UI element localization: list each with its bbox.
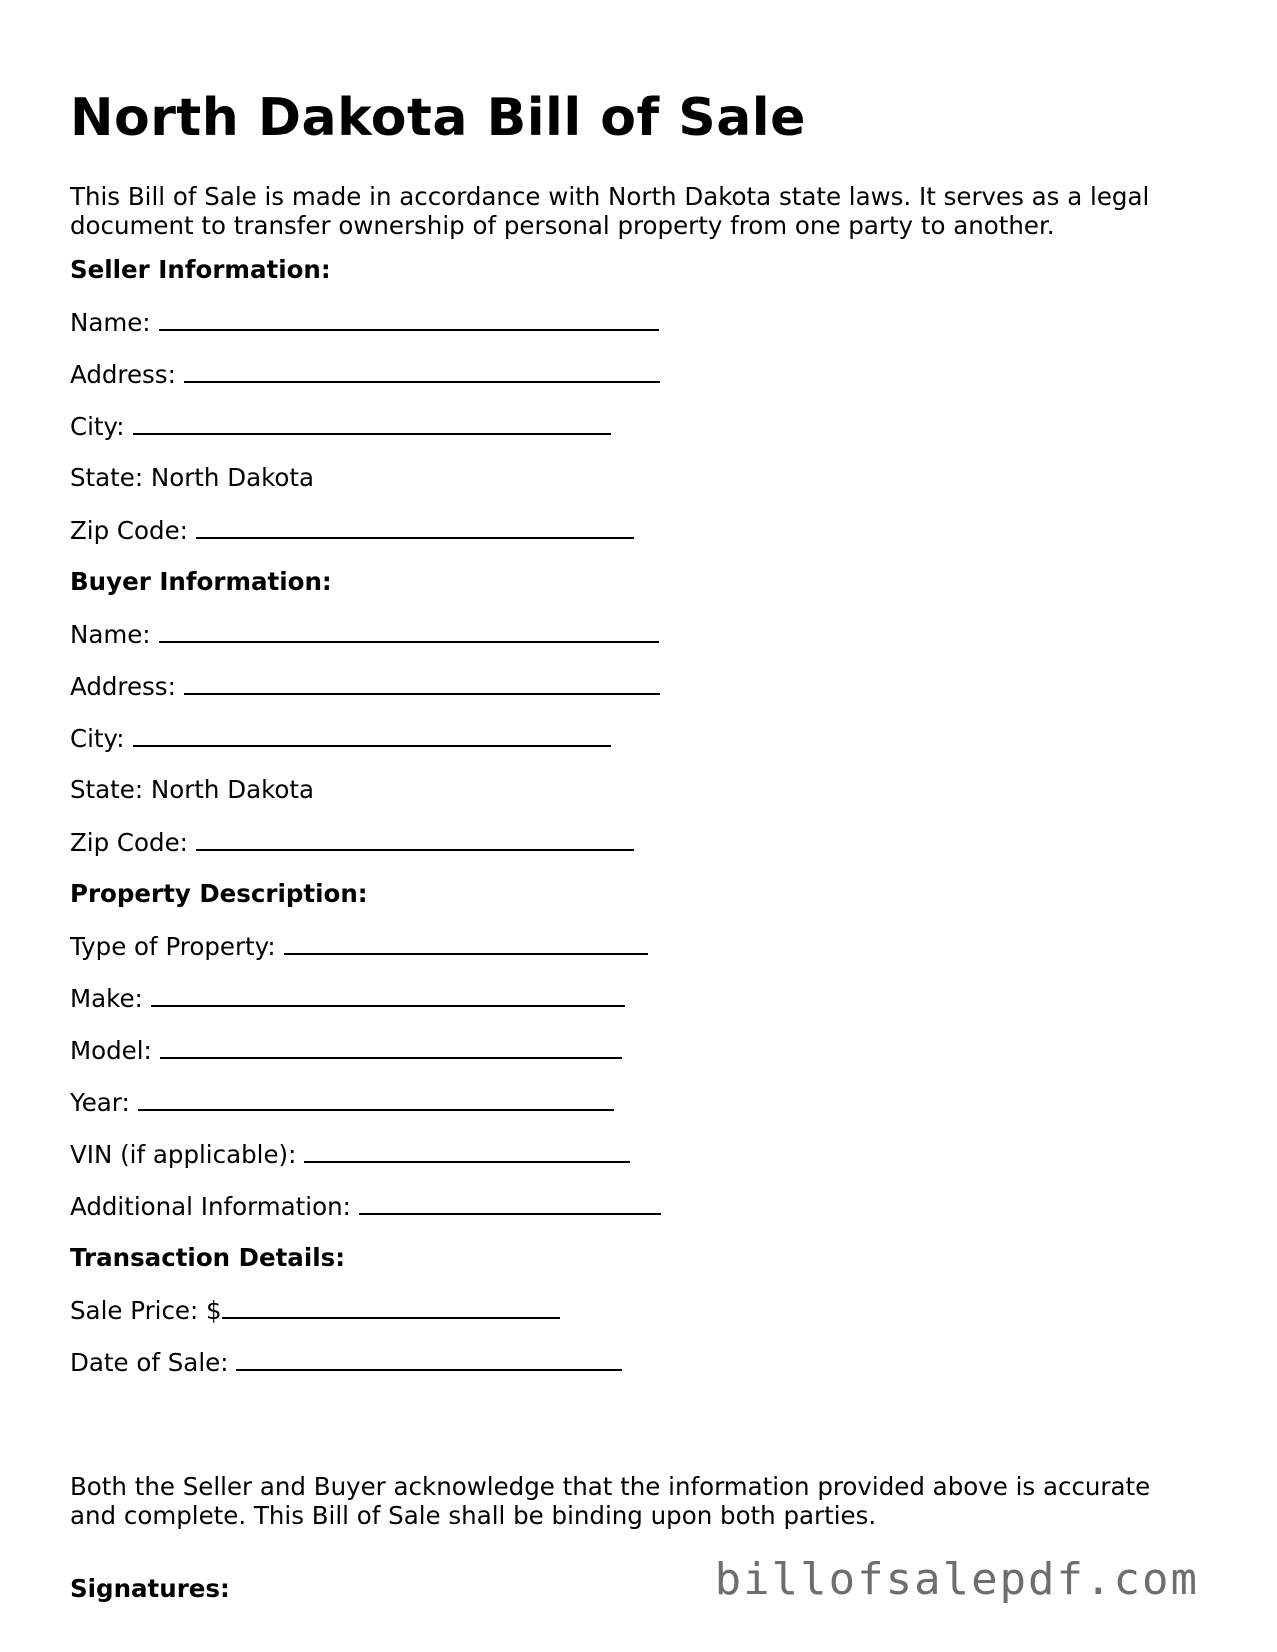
seller-name-field[interactable] [159, 307, 659, 331]
acknowledgement-paragraph: Both the Seller and Buyer acknowledge that the information provided above is accurate and complete. This Bill of Sale shall be binding upon both parties. [70, 1472, 1151, 1530]
signatures-heading: Signatures: [70, 1574, 230, 1603]
seller-address-field[interactable] [184, 359, 660, 383]
seller-city-field[interactable] [133, 411, 611, 435]
property-type-row [70, 931, 648, 962]
buyer-address-field[interactable] [184, 671, 660, 695]
buyer-address-label: Address: [70, 672, 176, 701]
seller-name-row [70, 307, 659, 338]
property-make-row [70, 983, 625, 1014]
property-additional-field[interactable] [359, 1191, 661, 1215]
property-type-label: Type of Property: [70, 932, 276, 961]
buyer-zip-row [70, 827, 634, 858]
buyer-name-label: Name: [70, 620, 151, 649]
property-model-field[interactable] [160, 1035, 622, 1059]
property-year-row [70, 1087, 614, 1118]
seller-city-label: City: [70, 412, 125, 441]
transaction-heading: Transaction Details: [70, 1243, 346, 1272]
seller-zip-field[interactable] [196, 515, 634, 539]
property-year-label: Year: [70, 1088, 130, 1117]
sale-date-row [70, 1347, 622, 1378]
property-vin-field[interactable] [304, 1139, 630, 1163]
property-additional-row [70, 1191, 661, 1222]
sale-price-label: Sale Price: $ [70, 1296, 222, 1325]
sale-date-label: Date of Sale: [70, 1348, 229, 1377]
property-heading: Property Description: [70, 879, 368, 908]
property-type-field[interactable] [284, 931, 648, 955]
seller-name-label: Name: [70, 308, 151, 337]
property-make-label: Make: [70, 984, 143, 1013]
watermark-logo: billofsalepdf.com [714, 1554, 1199, 1605]
property-model-label: Model: [70, 1036, 152, 1065]
seller-state: State: North Dakota [70, 463, 315, 492]
property-vin-row [70, 1139, 630, 1170]
property-vin-label: VIN (if applicable): [70, 1140, 297, 1169]
property-make-field[interactable] [151, 983, 625, 1007]
buyer-address-row [70, 671, 660, 702]
buyer-heading: Buyer Information: [70, 567, 332, 596]
buyer-city-row [70, 723, 611, 754]
property-model-row [70, 1035, 622, 1066]
buyer-zip-label: Zip Code: [70, 828, 188, 857]
buyer-zip-field[interactable] [196, 827, 634, 851]
buyer-name-field[interactable] [159, 619, 659, 643]
buyer-city-field[interactable] [133, 723, 611, 747]
sale-date-field[interactable] [236, 1347, 622, 1371]
page-title: North Dakota Bill of Sale [70, 88, 806, 148]
seller-heading: Seller Information: [70, 255, 331, 284]
sale-price-row [70, 1295, 560, 1326]
buyer-name-row [70, 619, 659, 650]
seller-zip-row [70, 515, 634, 546]
buyer-city-label: City: [70, 724, 125, 753]
sale-price-field[interactable] [222, 1295, 560, 1319]
property-additional-label: Additional Information: [70, 1192, 351, 1221]
seller-address-label: Address: [70, 360, 176, 389]
buyer-state: State: North Dakota [70, 775, 315, 804]
seller-address-row [70, 359, 660, 390]
intro-paragraph: This Bill of Sale is made in accordance with North Dakota state laws. It serves as a legal document to transfer ownership of personal property from one party to another. [70, 182, 1150, 240]
property-year-field[interactable] [138, 1087, 614, 1111]
seller-zip-label: Zip Code: [70, 516, 188, 545]
seller-city-row [70, 411, 611, 442]
